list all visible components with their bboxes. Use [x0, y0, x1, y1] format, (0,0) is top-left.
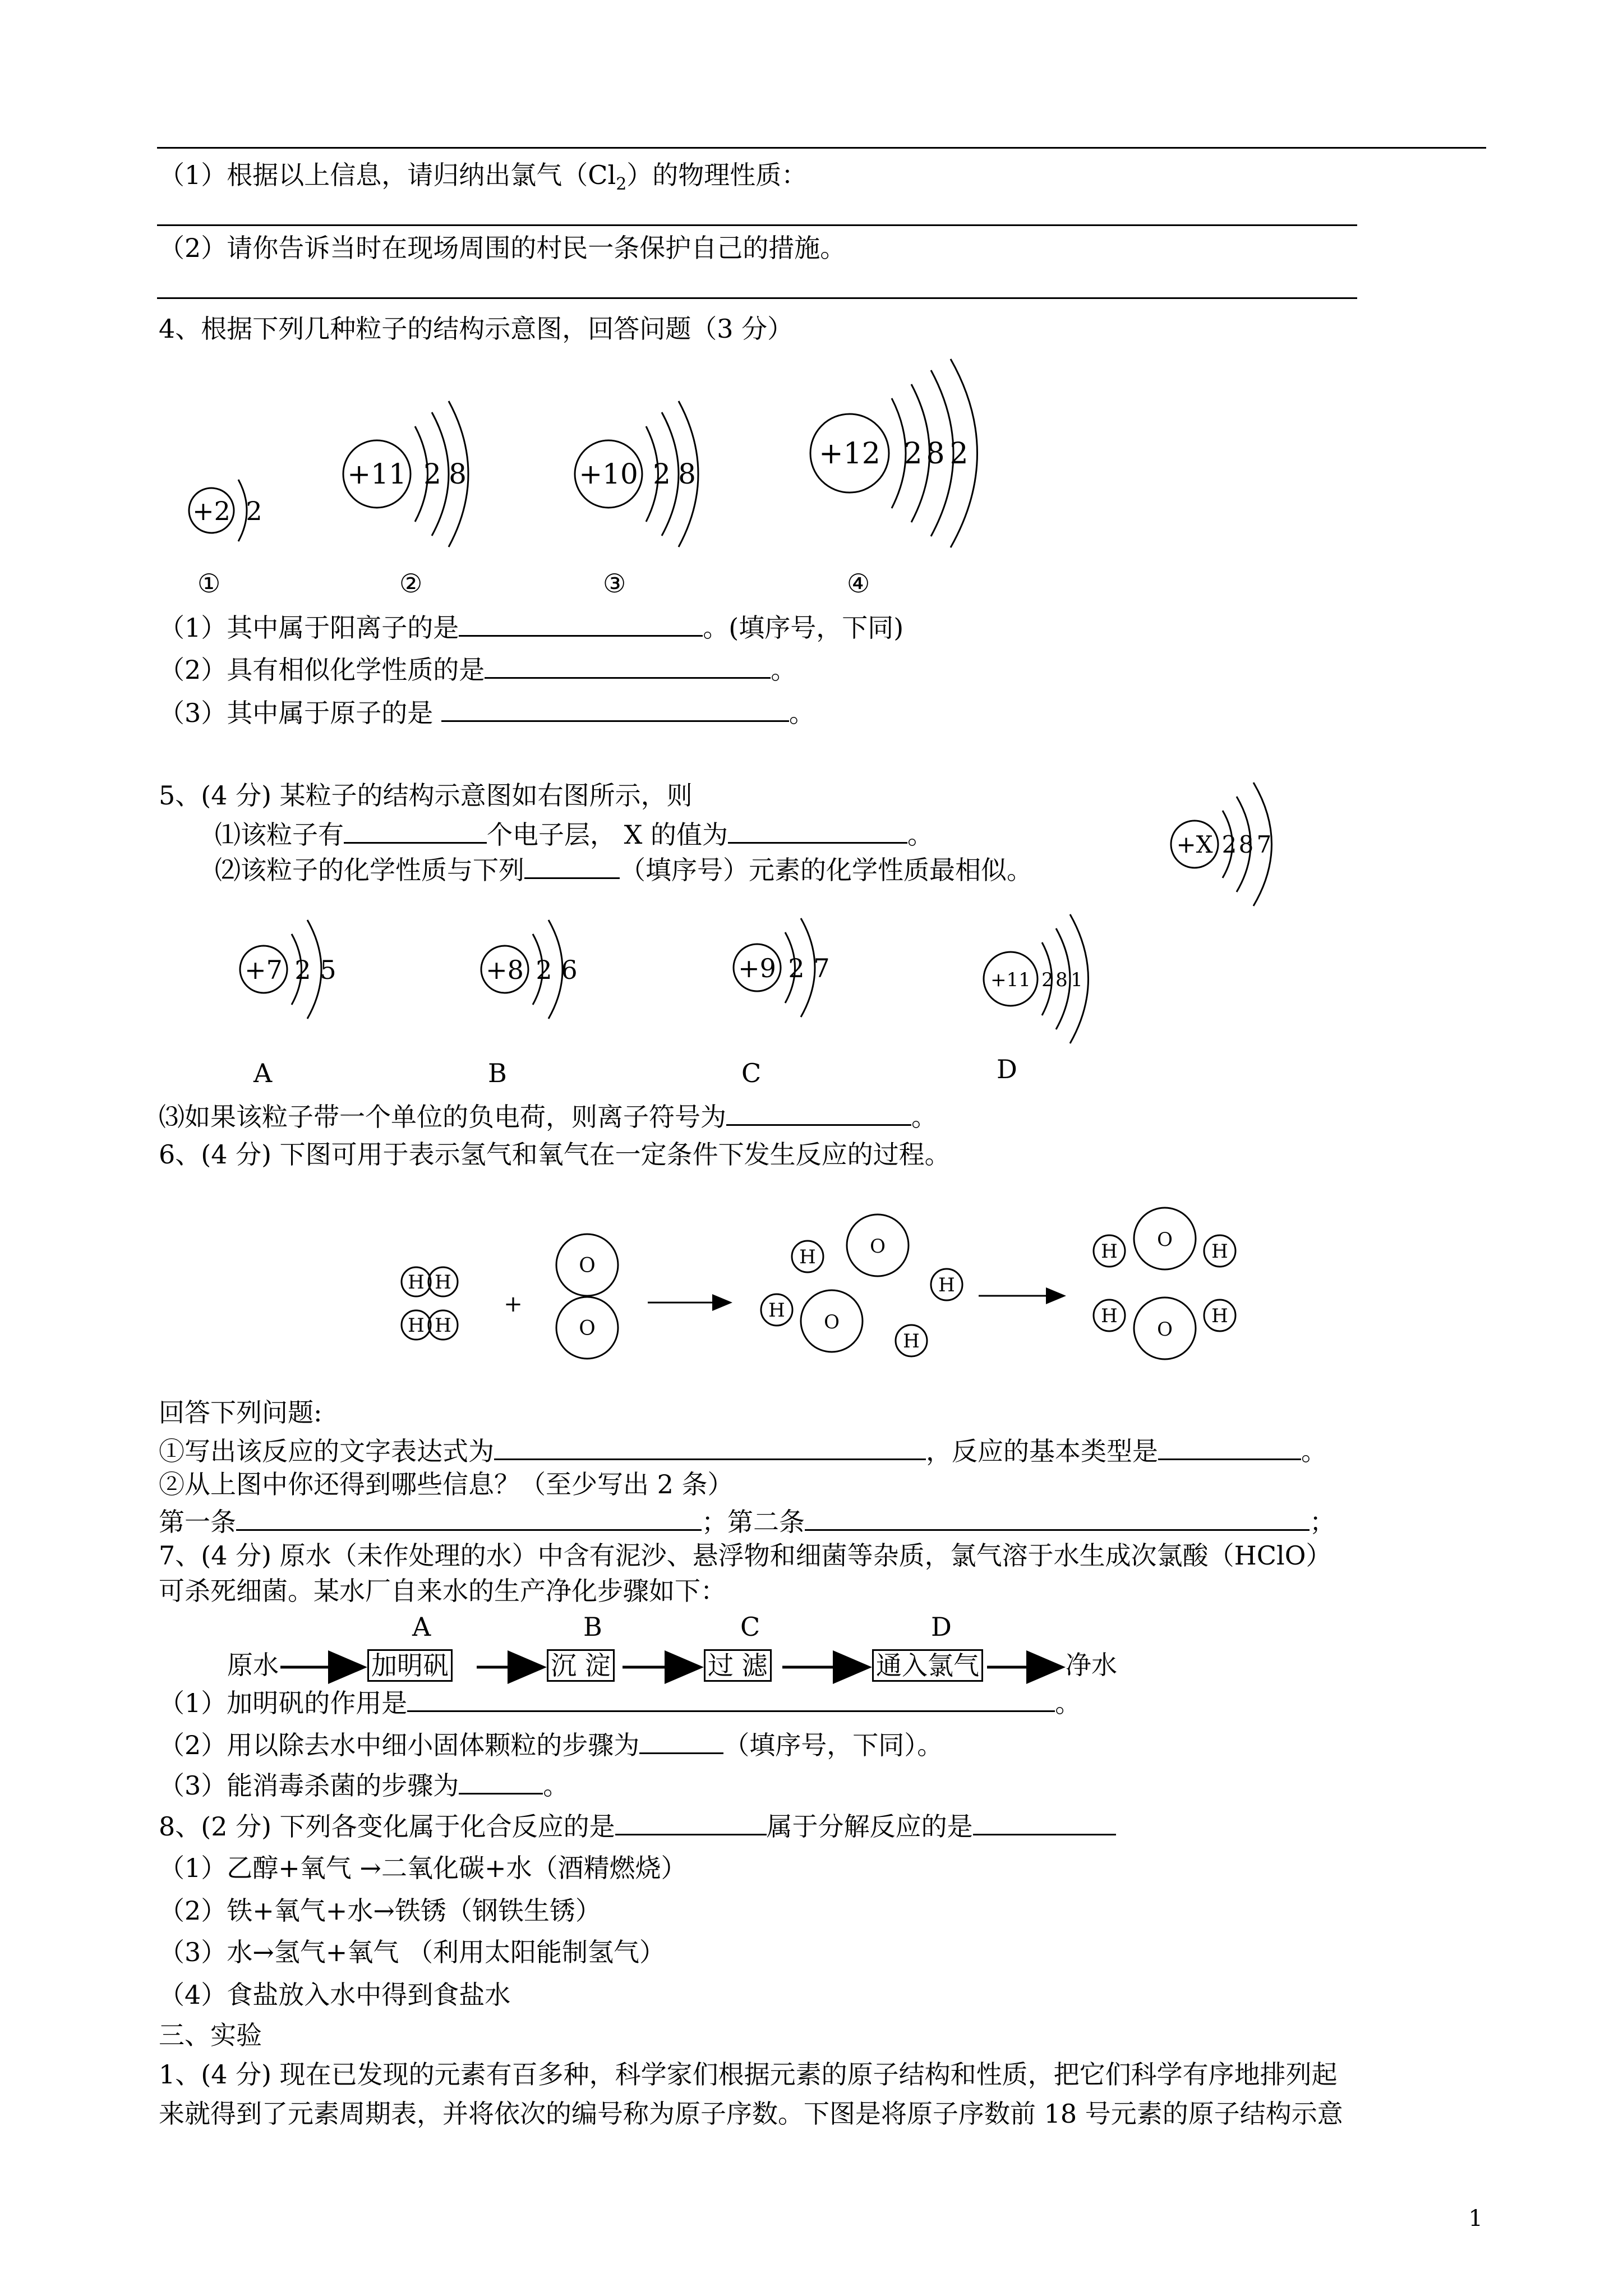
q7-blank-particles[interactable]: [639, 1728, 723, 1754]
q5-particle: [1171, 783, 1272, 906]
q5-label-b: B: [488, 1058, 507, 1088]
q5-particle-shell-1: 2: [1221, 831, 1237, 858]
q5-option-b: [481, 920, 578, 1019]
q4-atom-2-nucleus: +11: [347, 458, 407, 490]
q5-s1: ⑴该粒子有 个电子层， X 的值为 。: [215, 817, 933, 850]
q8-item-2: （2）铁+氧气+水→铁锈（钢铁生锈）: [159, 1895, 601, 1926]
q7-step-letter-b: B: [583, 1612, 602, 1642]
svg-text:O: O: [824, 1311, 840, 1333]
q5-option-b-nucleus: +8: [486, 955, 524, 985]
q5-option-b-shell-2: 6: [561, 955, 578, 985]
q7-start: 原水: [227, 1650, 279, 1680]
q5-s3: ⑶如果该粒子带一个单位的负电荷，则离子符号为 。: [159, 1099, 937, 1133]
svg-text:H: H: [903, 1330, 920, 1352]
q4-atom-1-nucleus: +2: [192, 496, 230, 526]
q5-option-b-shell-1: 2: [536, 955, 552, 985]
q4-atom-4-shell-1: 2: [903, 437, 923, 471]
q5-option-d: [984, 914, 1089, 1043]
q5-title: 5、(4 分) 某粒子的结构示意图如右图所示，则: [159, 780, 693, 811]
q6-blank-expression[interactable]: [494, 1434, 926, 1460]
q4-blank-2[interactable]: [485, 652, 771, 679]
svg-text:H: H: [408, 1271, 425, 1294]
q8-item-4: （4）食盐放入水中得到食盐水: [159, 1980, 511, 2010]
q4-blank-3[interactable]: [441, 696, 789, 722]
q5-s2: ⑵该粒子的化学性质与下列 （填序号）元素的化学性质最相似。: [215, 853, 1032, 886]
q8-item-1: （1）乙醇+氧气 →二氧化碳+水（酒精燃烧）: [159, 1853, 687, 1883]
q4-atom-3-nucleus: +10: [579, 458, 638, 490]
q5-particle-shell-3: 7: [1256, 831, 1272, 858]
q5-label-a: A: [253, 1058, 273, 1088]
svg-text:H: H: [1101, 1240, 1118, 1263]
q6-title: 6、(4 分) 下图可用于表示氢气和氧气在一定条件下发生反应的过程。: [159, 1139, 951, 1170]
svg-text:O: O: [579, 1317, 596, 1340]
q4-sub2: （2）具有相似化学性质的是 。: [159, 652, 796, 685]
q7-line2: 可杀死细菌。某水厂自来水的生产净化步骤如下：: [159, 1576, 726, 1606]
q5-option-a-shell-2: 5: [320, 955, 336, 985]
svg-text:O: O: [870, 1235, 886, 1258]
section3-title: 三、实验: [159, 2020, 262, 2050]
q3-line2: （2）请你告诉当时在现场周围的村民一条保护自己的措施。: [159, 233, 846, 263]
q6-separated-atoms: [761, 1214, 962, 1356]
svg-text:H: H: [435, 1271, 451, 1294]
q7-step-c: 过 滤: [704, 1649, 772, 1682]
q5-option-c-nucleus: +9: [738, 953, 776, 983]
q4-diagrams: [0, 0, 1623, 645]
q4-atom-4-nucleus: +12: [819, 437, 880, 471]
q6-blank-type[interactable]: [1158, 1434, 1301, 1460]
q6-blank-info-2[interactable]: [805, 1504, 1310, 1531]
q5-particle-shell-2: 8: [1238, 831, 1254, 858]
q4-label-4: ④: [847, 568, 870, 599]
q4-label-1: ①: [197, 568, 221, 599]
q4-blank-1[interactable]: [459, 610, 703, 637]
q7-step-d: 通入氯气: [872, 1649, 983, 1682]
q5-label-d: D: [997, 1054, 1017, 1084]
q7-step-b: 沉 淀: [547, 1649, 615, 1682]
q6-s1: ①写出该反应的文字表达式为 ，反应的基本类型是 。: [159, 1434, 1327, 1467]
q4-atom-3-shell-2: 8: [678, 458, 696, 490]
q5-option-c-shell-1: 2: [788, 953, 805, 983]
q6-s2: ②从上图中你还得到哪些信息？（至少写出 2 条）: [159, 1469, 734, 1499]
q8-title: 8、(2 分) 下列各变化属于化合反应的是 属于分解反应的是: [159, 1809, 1116, 1842]
q5-option-d-nucleus: +11: [990, 969, 1031, 991]
section3-line1: 1、(4 分) 现在已发现的元素有百多种，科学家们根据元素的原子结构和性质，把它们科学有序地排列起: [159, 2059, 1338, 2090]
q4-atom-1-shell-1: 2: [246, 496, 262, 526]
q7-step-letter-a: A: [412, 1612, 431, 1642]
q7-end: 净水: [1066, 1650, 1117, 1680]
q5-particle-nucleus: +X: [1176, 831, 1213, 858]
section3-line2: 来就得到了元素周期表，并将依次的编号称为原子序数。下图是将原子序数前 18 号元素的原子结构示意: [159, 2099, 1343, 2129]
q4-atom-3: [575, 401, 698, 547]
q7-blank-disinfect[interactable]: [459, 1768, 543, 1795]
q5-option-c: [734, 918, 830, 1017]
q4-sub1: （1）其中属于阳离子的是 。(填序号，下同): [159, 610, 903, 643]
svg-text:O: O: [579, 1254, 596, 1277]
q6-plus: +: [504, 1291, 523, 1317]
q5-option-a: [240, 920, 336, 1019]
q6-ask: 回答下列问题:: [159, 1397, 322, 1428]
svg-text:H: H: [435, 1314, 451, 1337]
svg-text:H: H: [1211, 1305, 1228, 1327]
svg-text:H: H: [768, 1299, 785, 1322]
q5-label-c: C: [741, 1058, 762, 1088]
q5-diagrams: [0, 757, 1623, 1094]
q7-s1: （1）加明矾的作用是 。: [159, 1686, 1081, 1719]
q6-blank-info-1[interactable]: [236, 1504, 702, 1531]
q8-blank-combination[interactable]: [615, 1809, 767, 1835]
page-number: 1: [1468, 2206, 1483, 2231]
q4-label-2: ②: [399, 568, 423, 599]
q6-s3: 第一条 ；第二条 ；: [159, 1504, 1335, 1538]
q7-line1: 7、(4 分) 原水（未作处理的水）中含有泥沙、悬浮物和细菌等杂质，氯气溶于水生成次氯酸（HClO）: [159, 1540, 1332, 1571]
q4-sub3: （3）其中属于原子的是 。: [159, 696, 815, 729]
q4-title: 4、根据下列几种粒子的结构示意图，回答问题（3 分）: [159, 314, 794, 344]
svg-text:O: O: [1157, 1228, 1173, 1251]
q4-atom-2-shell-2: 8: [449, 458, 467, 490]
svg-text:H: H: [799, 1246, 816, 1268]
q4-atom-4-shell-2: 8: [926, 437, 945, 471]
q7-s3: （3）能消毒杀菌的步骤为 。: [159, 1768, 569, 1801]
q8-item-3: （3）水→氢气+氧气 （利用太阳能制氢气）: [159, 1937, 665, 1967]
q8-blank-decomposition[interactable]: [973, 1809, 1116, 1835]
q3-line1: （1）根据以上信息，请归纳出氯气$(Cl_2)$的物理性质：: [159, 160, 808, 195]
q5-option-d-shell-1: 2: [1041, 969, 1054, 991]
svg-text:H: H: [408, 1314, 425, 1337]
q7-step-a: 加明矾: [367, 1649, 453, 1682]
q5-option-a-shell-1: 2: [294, 955, 311, 985]
q4-label-3: ③: [603, 568, 626, 599]
q7-step-letter-c: C: [740, 1612, 760, 1642]
q4-atom-4: [810, 359, 978, 547]
q4-atom-2: [343, 401, 468, 547]
svg-text:H: H: [1211, 1240, 1228, 1263]
svg-text:H: H: [1101, 1305, 1118, 1327]
svg-text:O: O: [1157, 1318, 1173, 1341]
q5-blank-ion[interactable]: [726, 1099, 911, 1126]
q5-option-d-shell-2: 8: [1055, 969, 1068, 991]
q7-s2: （2）用以除去水中细小固体颗粒的步骤为 （填序号，下同）。: [159, 1728, 943, 1761]
q5-option-a-nucleus: +7: [245, 955, 283, 985]
q7-blank-alum[interactable]: [407, 1686, 1055, 1712]
q4-atom-1: [189, 480, 262, 541]
q4-atom-4-shell-3: 2: [949, 437, 969, 471]
q7-step-letter-d: D: [931, 1612, 952, 1642]
q5-option-d-shell-3: 1: [1071, 969, 1083, 991]
q4-atom-2-shell-1: 2: [423, 458, 441, 490]
q4-atom-3-shell-1: 2: [653, 458, 671, 490]
q5-option-c-shell-2: 7: [813, 953, 830, 983]
svg-text:H: H: [938, 1274, 955, 1296]
q6-h2-labels: [408, 1271, 451, 1337]
